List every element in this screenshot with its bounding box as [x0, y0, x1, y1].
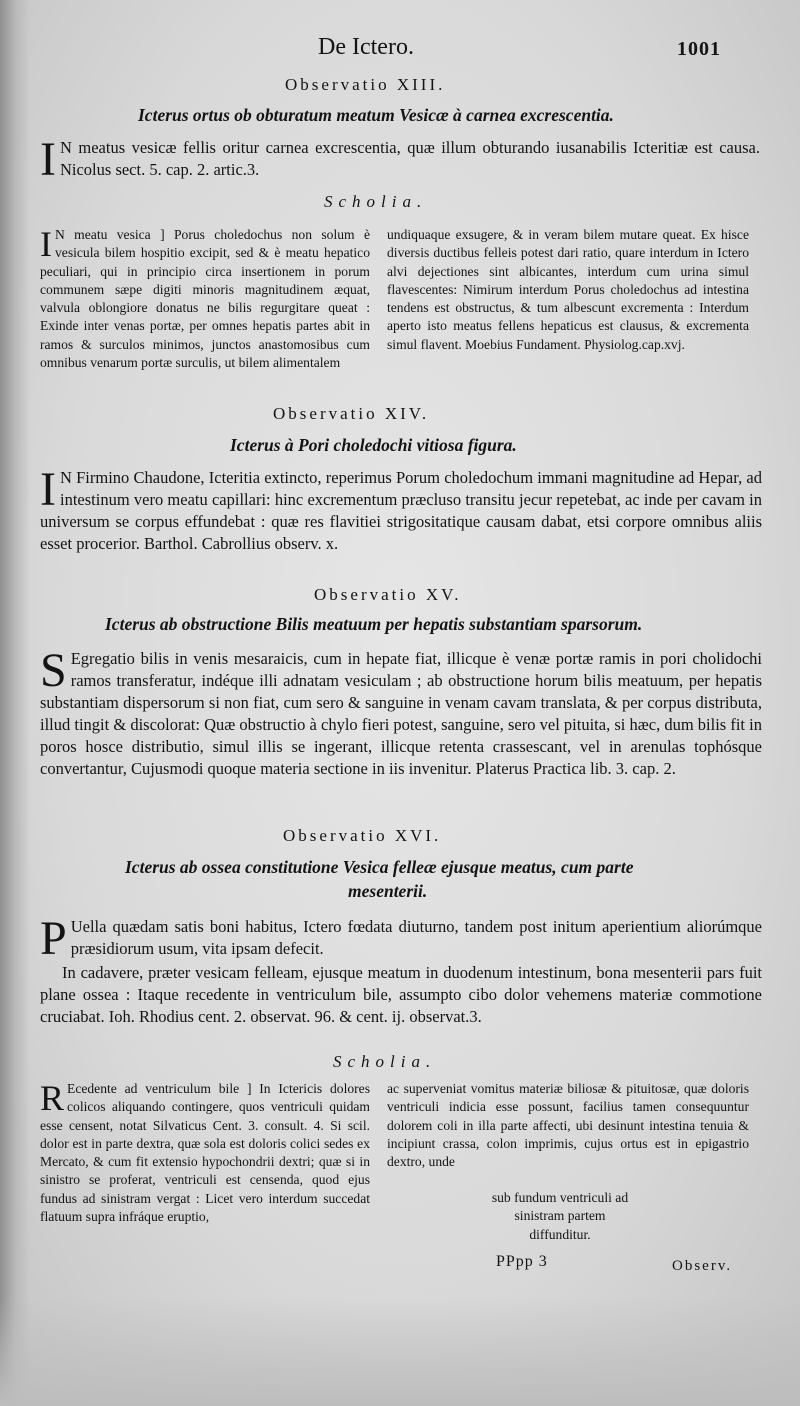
observatio-xvi-title-line2: mesenterii.: [348, 881, 428, 901]
page-bottom-shadow: [0, 1296, 800, 1406]
tail-line: sinistram partem: [514, 1208, 606, 1224]
paragraph-text: N Firmino Chaudone, Icteritia extincto, reperimus Porum choledochum immani magnitudine ad Hepar, ad intestinum vero meatu capillari: hinc excrementum præcluso transitu jecur repetebat, ac inde per cavam in universum se corpus effundebat : quæ res flavitiei strigositatique causam dabat, etsi corpore omnibus aliis esset procerior. Barthol. Cabrollius observ. x.: [40, 468, 762, 553]
paragraph-text: Uella quædam satis boni habitus, Ictero fœdata diuturno, tandem post initum aperientium aliorúmque præsidiorum usum, vita ipsam defecit.: [70, 917, 762, 958]
observatio-xv-title: Icterus ab obstructione Bilis meatuum per hepatis substantiam sparsorum.: [105, 614, 643, 634]
scholia-heading: Scholia.: [324, 192, 428, 211]
observatio-xiv-title: Icterus à Pori choledochi vitiosa figura.: [230, 435, 517, 455]
dropcap: I: [40, 463, 56, 516]
dropcap: P: [40, 912, 67, 965]
scholia-right-column: undiquaque exsugere, & in veram bilem mutare queat. Ex hisce diversis ductibus felleis potest dari ratio, quare interdum in Ictero alvi dejectiones sint albicantes, interdum cum urina simul flavescentes: Nimirum interdum Porus choledochus ad intestina tendens est obstructus, & tum albescunt excrementa : Interdum aperto isto meatus fellens hepaticus est clausus, & excrementa simul flavent. Moebius Fundament. Physiolog.cap.xvj.: [387, 227, 749, 352]
scholia-left-column: [40, 1080, 370, 1226]
observatio-xvi-heading: Observatio XVI.: [283, 826, 442, 845]
column-text: N meatu vesica ] Porus choledochus non solum è vesicula bilem hospitio excipit, sed & è meatu hepatico peculiari, qui in principio circa insertionem in porum communem sæpe digiti minoris magnitudinem æquat, valvula oblongiore donatus ne bilis regurgitare queat : Exinde inter venas portæ, per omnes hepatis partes abit in ramos & surculos minimos, junctos anastomosibus cum omnibus venarum portæ surculis, ut bilem alimentalem: [40, 227, 370, 371]
column-text: Ecedente ad ventriculum bile ] In Ictericis dolores colicos aliquando contingere, quos ventriculi quidam esse censent, notat Silvaticus Cent. 3. consult. 4. Si scil. dolor est in parte dextra, quæ sola est doloris colici sedes ex Mercato, & cum fit extensio hypochondrii dextri; quæ si in sinistro se proferat, ventriculi est censenda, quod ejus fundus ad sinistram vergat : Licet vero interdum succedat flatuum supra infráque eruptio,: [40, 1081, 370, 1225]
observatio-xvi-paragraph-2: In cadavere, præter vesicam felleam, ejusque meatum in duodenum intestinum, bona mesenterii pars fuit plane ossea : Itaque recedente in ventriculum bile, assumpto cibo dolor vehemens materiæ commotione cruciabat. Ioh. Rhodius cent. 2. observat. 96. & cent. ij. observat.3.: [40, 963, 762, 1026]
scholia-right-column: ac superveniat vomitus materiæ biliosæ & pituitosæ, quæ doloris ventriculi indicia esse possunt, facilius tamen consequuntur dolorem coli in illa parte affecti, ubi desinunt intestina tenuia & incipiunt crassa, colon imprimis, cujus ortus est in epigastrio dextro, unde: [387, 1081, 749, 1170]
observatio-xvi-title-line1: Icterus ab ossea constitutione Vesica felleæ ejusque meatus, cum parte: [125, 857, 634, 877]
observatio-xiii-title: Icterus ortus ob obturatum meatum Vesicæ à carnea excrescentia.: [138, 105, 614, 125]
observatio-xiv-heading: Observatio XIV.: [273, 404, 430, 423]
dropcap: R: [40, 1078, 65, 1118]
observatio-xiii-paragraph: [40, 133, 760, 186]
scholia-heading: Scholia.: [333, 1052, 437, 1071]
catchword: Observ.: [672, 1258, 733, 1274]
scholia-left-column: [40, 226, 370, 372]
tail-line: diffunditur.: [529, 1226, 591, 1242]
tail-line: sub fundum ventriculi ad: [491, 1190, 629, 1205]
paragraph-text: N meatus vesicæ fellis oritur carnea excrescentia, quæ illum obturando iusanabilis Icteritiæ est causa. Nicolus sect. 5. cap. 2. artic.3.: [59, 138, 760, 179]
observatio-xv-paragraph: [40, 644, 762, 780]
dropcap: S: [40, 644, 67, 697]
dropcap: I: [40, 133, 56, 186]
observatio-xiii-heading: Observatio XIII.: [285, 75, 446, 94]
signature-mark: PPpp 3: [496, 1253, 548, 1270]
observatio-xiv-paragraph: [40, 463, 762, 555]
paragraph-text: Egregatio bilis in venis mesaraicis, cum in hepate fiat, illicque è venæ portæ ramis in pori cholidochi ramos transferatur, indéque illi adnatam vesiculam ; ab obstructione horum bilis meatuum, per hepatis substantiam dispersorum si non fiat, cum sero & sanguine in venam cavam translata, & per corpus distributa, illud tingit & discolorat: Quæ obstructio à chylo fieri potest, sanguine, sero vel pituita, si hæc, dum bilis fit in poros hosce distributio, simul illis se ingerant, illicque retenta crassescant, vel in arenulas tophósque convertantur, Cujusmodi quoque materia sectione in iis invenitur. Platerus Practica lib. 3. cap. 2.: [40, 649, 762, 778]
observatio-xvi-paragraph-1: [40, 912, 762, 965]
page-number: 1001: [677, 38, 721, 60]
page-gutter-shadow: [0, 0, 30, 1406]
scholia-tail-lines: [440, 1189, 680, 1244]
observatio-xv-heading: Observatio XV.: [314, 585, 462, 604]
dropcap: I: [40, 224, 52, 264]
running-title: De Ictero.: [318, 34, 414, 60]
